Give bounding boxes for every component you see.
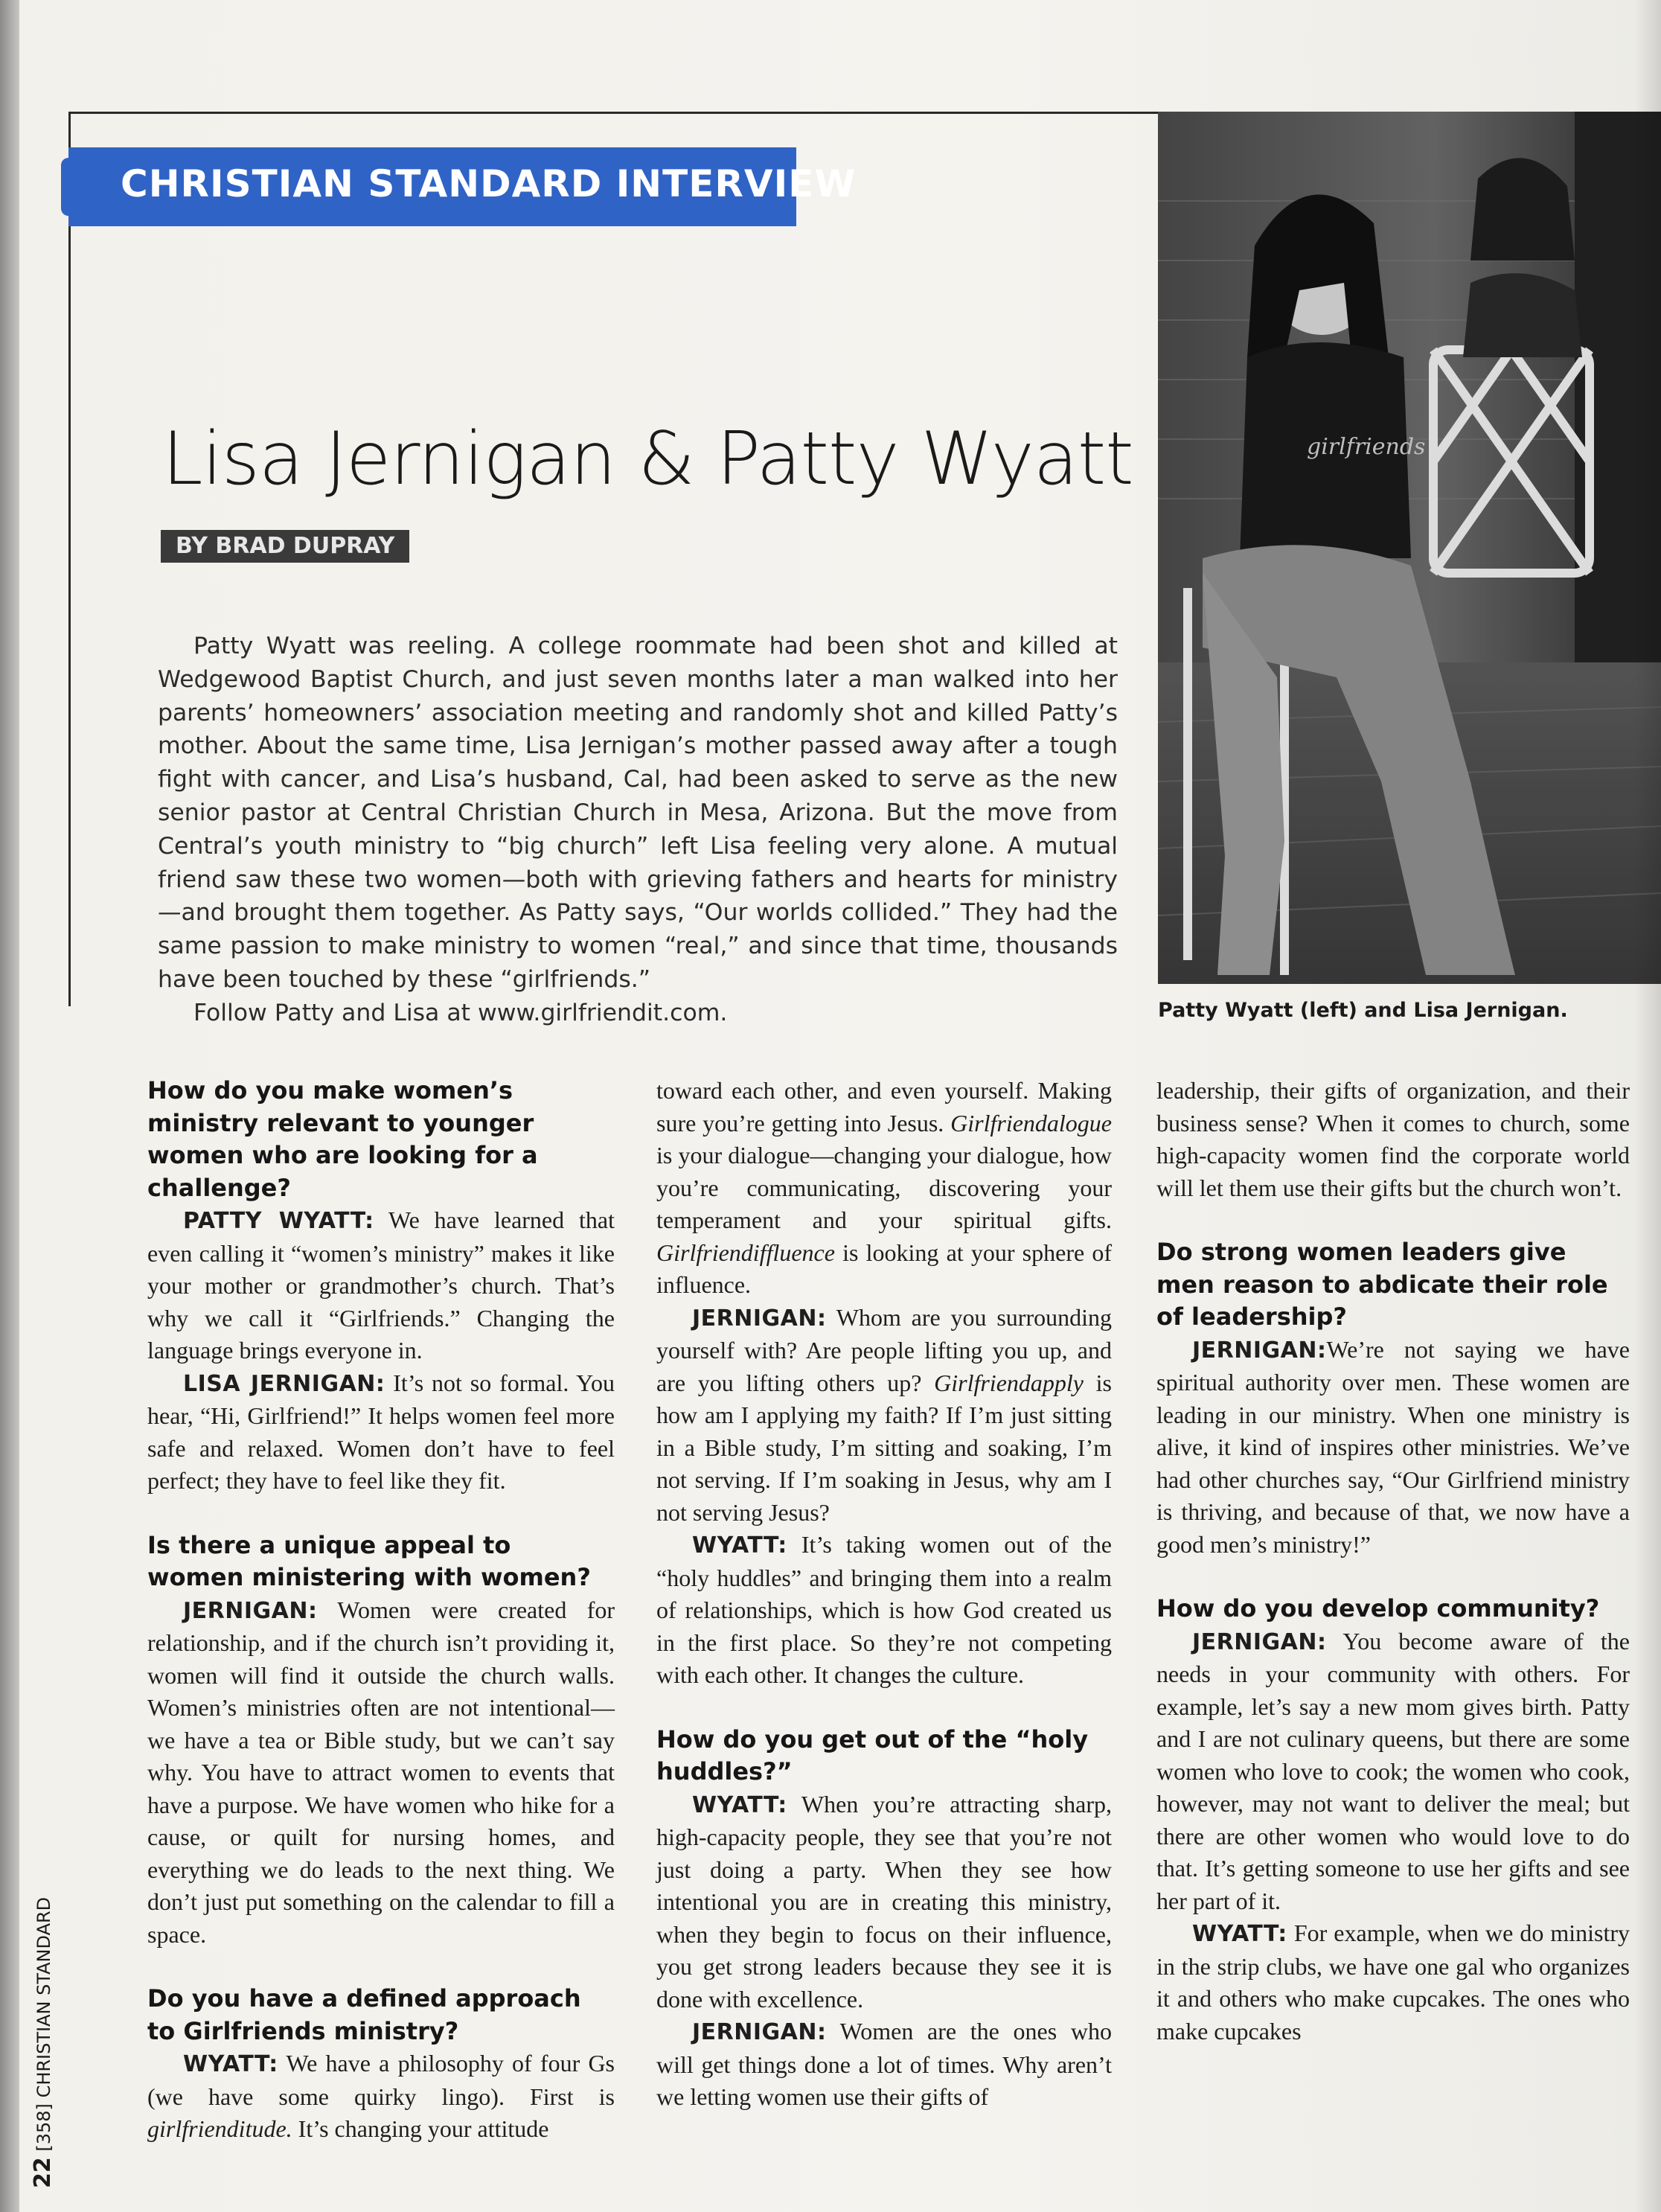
frame-rule-left — [68, 112, 71, 1006]
article-byline: BY BRAD DUPRAY — [161, 530, 409, 563]
speaker-label: WYATT: — [692, 1532, 787, 1559]
answer-text: You become aware of the needs in your community with others. For example, let’s say a new mom gives birth. Patty and I are not culinary queens, but there are some women who love to cook; the women who cook, however, may not want to deliver the meal; but there are other women who would love to do that. It’s getting someone to use her gifts and see her part of it. — [1156, 1627, 1630, 1914]
speaker-label: LISA JERNIGAN: — [183, 1370, 385, 1397]
question-heading: Do you have a defined approach to Girlfriends ministry? — [147, 1984, 581, 2045]
answer-text: Women are the ones who will get things done a lot of times. Why aren’t we letting women use their gifts of — [656, 2018, 1112, 2110]
issue-number: [358] — [33, 2103, 54, 2152]
answer-text: is how am I applying my faith? If I’m just sitting in a Bible study, I’m sitting and soaking, I’m not serving. If I’m soaking in Jesus, why am I not serving Jesus? — [656, 1369, 1113, 1526]
interview-photo — [1158, 112, 1661, 984]
page-gutter-shadow — [0, 0, 19, 2212]
answer-text: When you’re attracting sharp, high-capacity people, they see that you’re not just doing a party. When they see how intentional you are in creating this ministry, when they begin to focus on their influence, you get strong leaders because they see it is done with excellence. — [656, 1790, 1113, 2013]
article-intro — [158, 630, 1118, 1030]
answer-text: For example, when we do ministry in the strip clubs, we have one gal who organizes it and others who make cupcakes. The ones who make cupcakes — [1156, 1919, 1630, 2045]
term-girlfrienditude: girlfrienditude. — [147, 2115, 292, 2142]
question-heading: How do you make women’s ministry relevant to younger women who are looking for a challenge? — [147, 1076, 538, 1202]
answer-paragraph — [147, 1204, 615, 1367]
answer-text: toward each other, and even yourself. Making sure you’re getting into Jesus. — [656, 1077, 1112, 1137]
answer-paragraph — [147, 1367, 615, 1497]
page-number: 22 — [30, 2157, 56, 2188]
answer-paragraph: leadership, their gifts of organization, and their business sense? When it comes to church, some high-capacity women find the corporate world will let them use their gifts but the church won’t. — [1156, 1077, 1630, 1201]
term-girlfriendapply: Girlfriendapply — [934, 1369, 1084, 1396]
answer-text: We have a philosophy of four Gs (we have some quirky lingo). First is — [147, 2050, 615, 2110]
answer-paragraph — [1156, 1917, 1630, 2048]
section-banner-label: CHRISTIAN STANDARD INTERVIEW — [121, 162, 857, 205]
answer-text: It’s taking women out of the “holy huddles” and bringing them into a realm of relationships, which is how God created us in the first place. So they’re not competing with each other. It changes the culture. — [656, 1531, 1112, 1688]
answer-text: Women were created for relationship, and if the church isn’t providing it, women will find it outside the church walls. Women’s ministries often are not intentional—we have a tea or Bible study, but we can’t say why. You have to attract women to events that have a purpose. We have women who hike for a cause, or quilt for nursing homes, and everything we do leads to the next thing. We don’t just put something on the calendar to fill a space. — [147, 1596, 615, 1948]
body-column-1 — [147, 1075, 615, 2146]
answer-text: is looking at your sphere of influence. — [656, 1238, 1112, 1298]
speaker-label: WYATT: — [692, 1791, 787, 1818]
speaker-label: JERNIGAN: — [1192, 1628, 1327, 1655]
answer-text: Whom are you surrounding yourself with? Are people lifting you up, and are you lifting others up? — [656, 1303, 1113, 1396]
question-heading: How do you develop community? — [1156, 1594, 1600, 1623]
photo-illustration — [1158, 112, 1661, 984]
speaker-label: WYATT: — [183, 2051, 278, 2077]
answer-paragraph — [656, 1529, 1112, 1692]
intro-follow-link: Follow Patty and Lisa at www.girlfriendit.com. — [193, 999, 728, 1026]
answer-text: We’re not saying we have spiritual authority over men. These women are leading in our ministry. When one ministry is alive, it kind of inspires other ministries. We’ve had other churches say, “Our Girlfriend ministry is thriving, and because of that, we now have a good men’s ministry!” — [1156, 1335, 1630, 1558]
question-heading: Is there a unique appeal to women ministering with women? — [147, 1530, 591, 1591]
page-edge-shadow — [1634, 0, 1661, 2212]
photo-caption: Patty Wyatt (left) and Lisa Jernigan. — [1158, 999, 1568, 1022]
term-girlfriendiffluence: Girlfriendiffluence — [656, 1238, 835, 1266]
answer-paragraph — [656, 2016, 1112, 2114]
question-heading: How do you get out of the “holy huddles?” — [656, 1724, 1089, 1786]
answer-text: is your dialogue—changing your dialogue, how you’re communicating, discovering your temperament and your spiritual gifts. — [656, 1142, 1112, 1233]
article-headline: Lisa Jernigan & Patty Wyatt — [162, 417, 1133, 502]
shirt-logo-text: girlfriends — [1307, 434, 1426, 460]
question-heading: Do strong women leaders give men reason to abdicate their role of leadership? — [1156, 1238, 1608, 1331]
answer-paragraph — [1156, 1626, 1630, 1918]
answer-text: It’s changing your attitude — [292, 2115, 549, 2142]
intro-paragraph: Patty Wyatt was reeling. A college roommate had been shot and killed at Wedgewood Baptist Church, and just seven months later a man walked into her parents’ homeowners’ association meeting and randomly shot and killed Patty’s mother. About the same time, Lisa Jernigan’s mother passed away after a tough fight with cancer, and Lisa’s husband, Cal, had been asked to serve as the new senior pastor at Central Christian Church in Mesa, Arizona. But the move from Central’s youth ministry to “big church” left Lisa feeling very alone. A mutual friend saw these two women—both with grieving fathers and hearts for ministry—and brought them together. As Patty says, “Our worlds collided.” They had the same passion to make ministry to women “real,” and since that time, thousands have been touched by these “girlfriends.” — [158, 633, 1118, 993]
answer-paragraph — [656, 1302, 1112, 1529]
magazine-name: CHRISTIAN STANDARD — [33, 1896, 54, 2098]
answer-paragraph — [656, 1075, 1112, 1302]
answer-paragraph — [147, 1594, 615, 1952]
section-banner — [68, 147, 857, 226]
answer-text: We have learned that even calling it “women’s ministry” makes it like your mother or grandmother’s church. That’s why we call it “Girlfriends.” Changing the language brings everyone in. — [147, 1206, 615, 1364]
page-folio — [30, 1897, 56, 2188]
speaker-label: JERNIGAN: — [692, 2019, 827, 2045]
speaker-label: PATTY WYATT: — [183, 1208, 374, 1234]
speaker-label: JERNIGAN: — [1192, 1337, 1327, 1364]
term-girlfriendalogue: Girlfriendalogue — [950, 1109, 1112, 1137]
speaker-label: JERNIGAN: — [692, 1305, 827, 1332]
frame-rule-top — [68, 112, 1159, 114]
speaker-label: WYATT: — [1192, 1921, 1287, 1947]
body-column-3 — [1156, 1075, 1630, 2048]
body-column-2 — [656, 1075, 1112, 2114]
answer-paragraph — [147, 2048, 615, 2146]
answer-paragraph — [656, 1789, 1112, 2016]
speaker-label: JERNIGAN: — [183, 1597, 318, 1624]
answer-text: It’s not so formal. You hear, “Hi, Girlfriend!” It helps women feel more safe and relaxed. Women don’t have to feel perfect; they have to feel like they fit. — [147, 1369, 615, 1494]
answer-paragraph — [1156, 1334, 1630, 1561]
